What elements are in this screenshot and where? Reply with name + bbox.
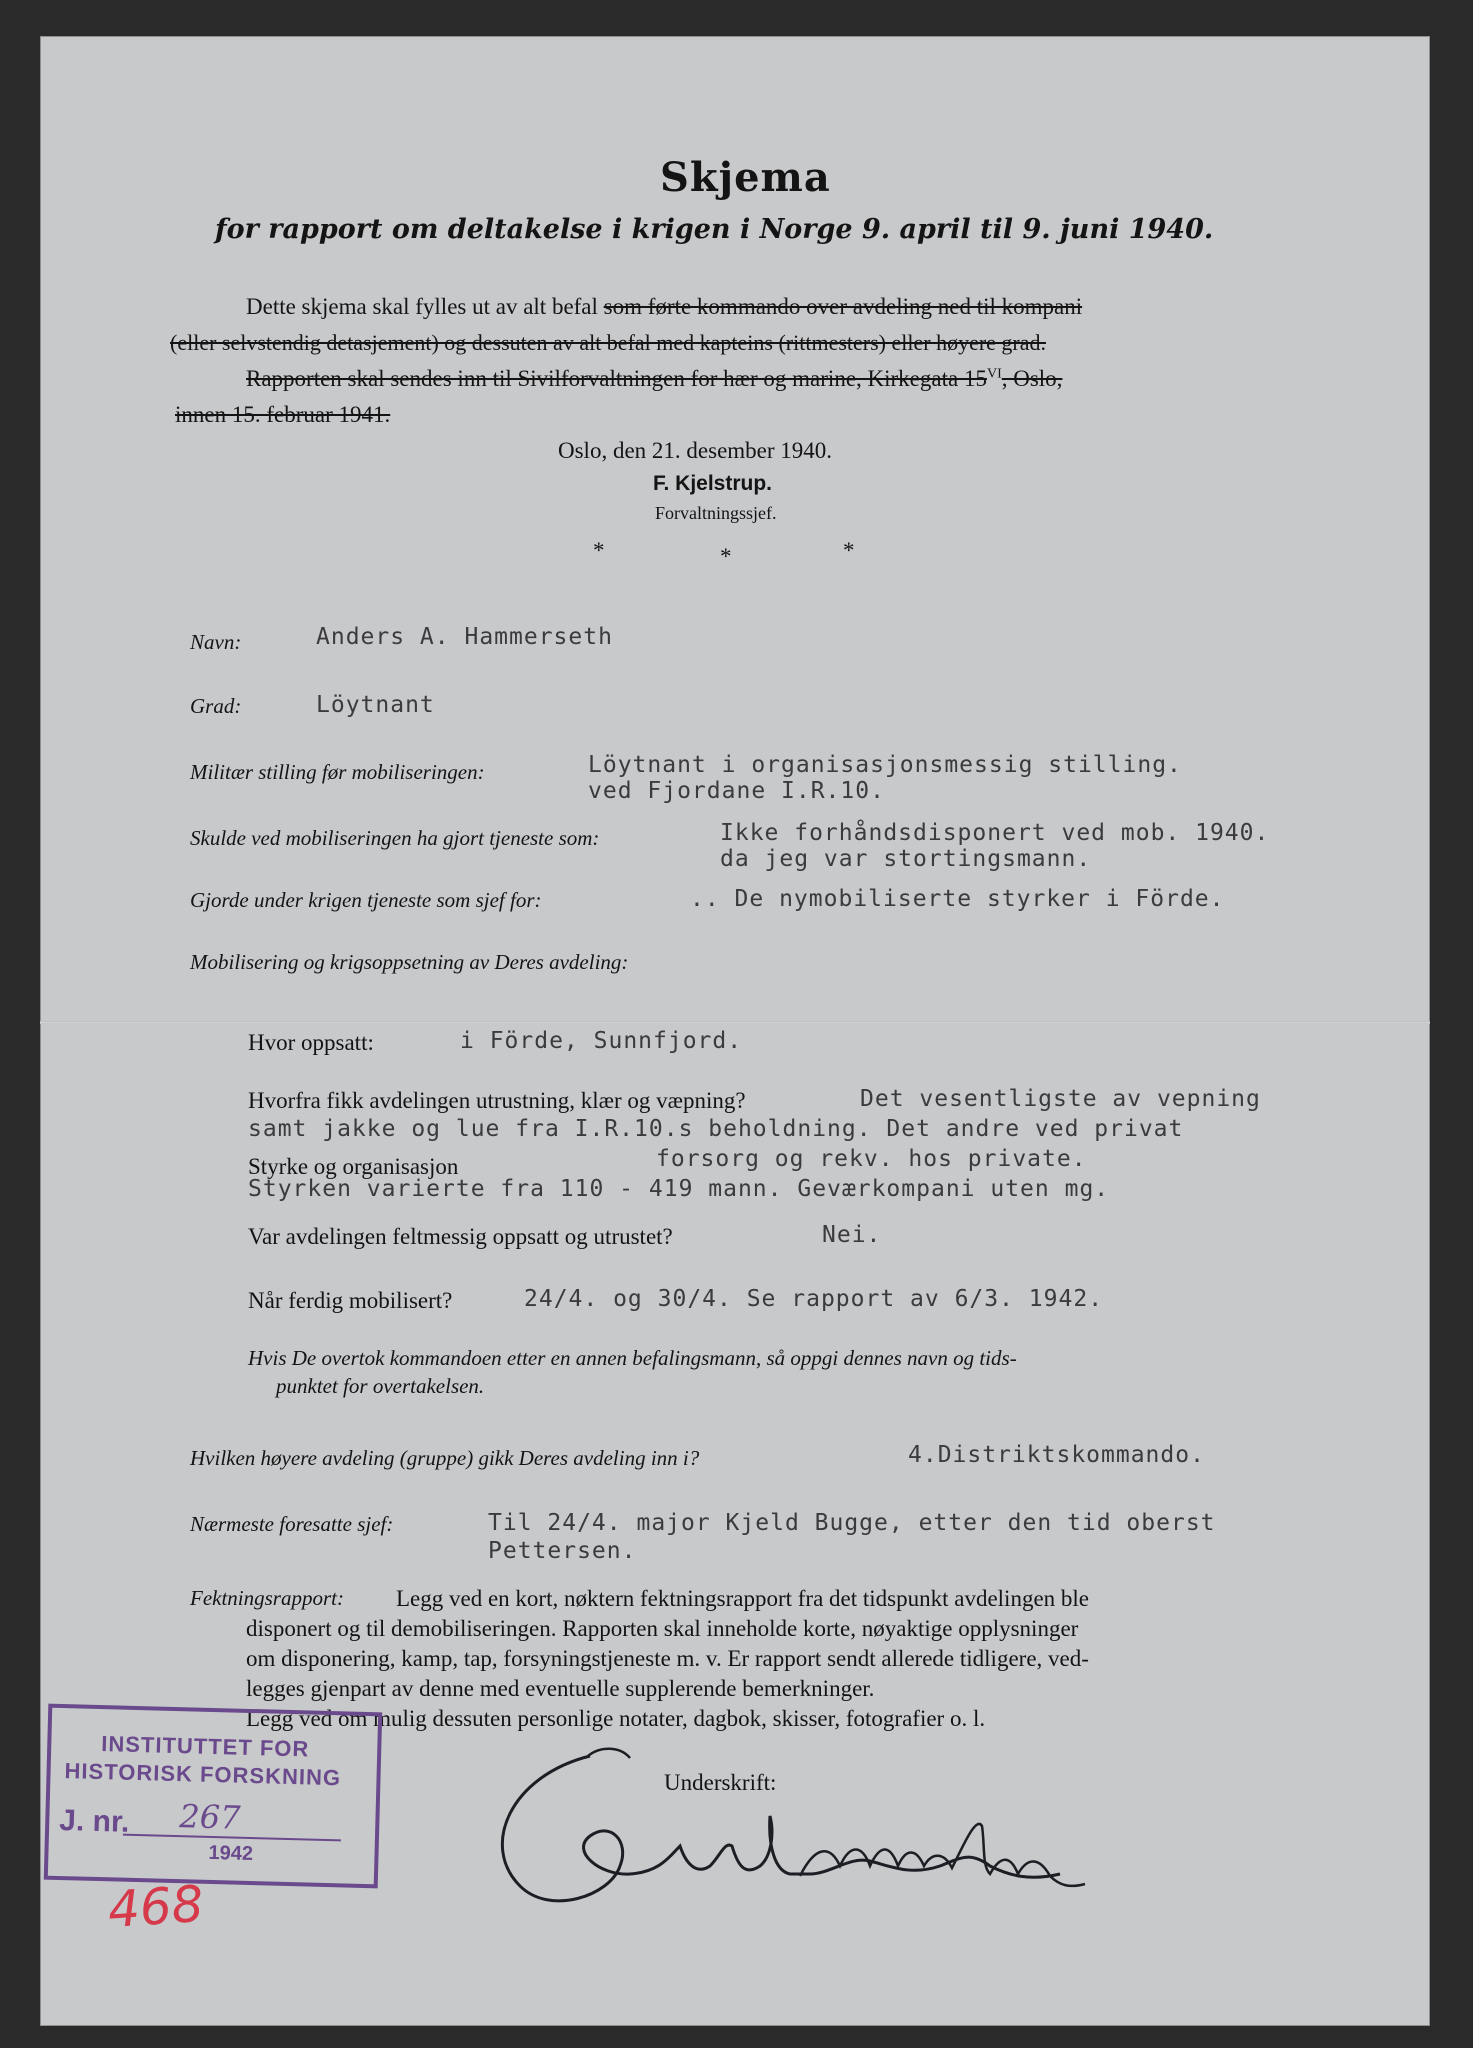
intro-line-3 xyxy=(246,366,1062,392)
place-date: Oslo, den 21. desember 1940. xyxy=(558,438,833,463)
navn-label: Navn: xyxy=(190,630,242,654)
intro-line-2: (eller selvstendig detasjement) og dessuten av alt befal med kapteins (rittmesters) eller høyere grad. xyxy=(170,330,1047,355)
hvilken-label: Hvilken høyere avdeling (gruppe) gikk Deres avdeling inn i? xyxy=(190,1446,700,1470)
form-subtitle: for rapport om deltakelse i krigen i Norge 9. april til 9. juni 1940. xyxy=(215,214,1214,245)
fekt-label: Fektningsrapport: xyxy=(190,1586,344,1610)
signer-name: F. Kjelstrup. xyxy=(653,472,773,495)
intro-line-1-struck: som førte kommando over avdeling ned til kompani xyxy=(603,294,1083,319)
gjorde-label: Gjorde under krigen tjeneste som sjef for: xyxy=(190,888,542,912)
naermeste-label: Nærmeste foresatte sjef: xyxy=(190,1512,394,1536)
star-1: * xyxy=(593,538,605,563)
naar-value: 24/4. og 30/4. Se rapport av 6/3. 1942. xyxy=(524,1286,1104,1312)
stamp-line-1: INSTITUTTET FOR xyxy=(101,1731,310,1762)
var-label: Var avdelingen feltmessig oppsatt og utrustet? xyxy=(248,1224,673,1249)
stamp-jnr-value: 267 xyxy=(178,1797,242,1837)
stilling-label: Militær stilling før mobiliseringen: xyxy=(190,760,485,784)
stamp-jnr-label: J. nr. xyxy=(58,1803,130,1839)
fekt-line-5: Legg ved om mulig dessuten personlige notater, dagbok, skisser, fotografier o. l. xyxy=(246,1706,986,1731)
naermeste-value-1: Til 24/4. major Kjeld Bugge, etter den tid oberst xyxy=(488,1510,1216,1536)
hvis-line-2: punktet for overtakelsen. xyxy=(276,1374,485,1398)
naermeste-value-2: Pettersen. xyxy=(488,1538,637,1564)
stilling-value-2: ved Fjordane I.R.10. xyxy=(588,778,885,804)
intro-line-3-struck: Rapporten skal sendes inn til Sivilforvaltningen for hær og marine, Kirkegata 15 xyxy=(246,366,987,391)
star-3: * xyxy=(843,538,855,563)
intro-line-3-tail: , Oslo, xyxy=(1001,366,1063,391)
styrke-label: Styrke og organisasjon xyxy=(248,1154,459,1179)
intro-line-1-plain: Dette skjema skal fylles ut av alt befal xyxy=(246,294,598,319)
skulde-label: Skulde ved mobiliseringen ha gjort tjeneste som: xyxy=(190,826,600,850)
star-2: * xyxy=(720,544,732,569)
stilling-value-1: Löytnant i organisasjonsmessig stilling. xyxy=(588,752,1182,778)
fold-crease xyxy=(40,1021,1430,1024)
institute-stamp xyxy=(44,1704,382,1889)
intro-line-3-sup: VI xyxy=(986,366,1002,382)
stamp-line-2: HISTORISK FORSKNING xyxy=(64,1758,342,1791)
handwritten-signature xyxy=(470,1726,1110,1926)
grad-value: Löytnant xyxy=(316,692,435,718)
var-value: Nei. xyxy=(822,1222,882,1248)
grad-label: Grad: xyxy=(190,694,242,718)
naar-label: Når ferdig mobilisert? xyxy=(248,1288,453,1313)
hvor-label: Hvor oppsatt: xyxy=(248,1030,374,1055)
mobilisering-label: Mobilisering og krigsoppsetning av Deres avdeling: xyxy=(190,950,629,974)
skulde-value-2: da jeg var stortingsmann. xyxy=(720,846,1092,872)
hvorfra-value-1: Det vesentligste av vepning xyxy=(860,1086,1261,1112)
hvor-value: i Förde, Sunnfjord. xyxy=(460,1028,743,1054)
hvorfra-value-3: forsorg og rekv. hos private. xyxy=(656,1146,1087,1172)
signer-title: Forvaltningssjef. xyxy=(655,503,777,523)
hvorfra-label: Hvorfra fikk avdelingen utrustning, klær og væpning? xyxy=(248,1088,746,1113)
form-title: Skjema xyxy=(660,154,831,201)
hvorfra-value-2: samt jakke og lue fra I.R.10.s beholdning. Det andre ved privat xyxy=(248,1116,1184,1142)
styrke-value: Styrken varierte fra 110 - 419 mann. Geværkompani uten mg. xyxy=(248,1176,1110,1202)
hvis-line-1: Hvis De overtok kommandoen etter en annen befalingsmann, så oppgi dennes navn og tids- xyxy=(248,1346,1017,1370)
navn-value: Anders A. Hammerseth xyxy=(316,624,613,650)
fekt-line-2: disponert og til demobiliseringen. Rapporten skal inneholde korte, nøyaktige opplysninger xyxy=(246,1616,1079,1641)
underskrift-label: Underskrift: xyxy=(664,1770,777,1795)
intro-line-4: innen 15. februar 1941. xyxy=(175,402,391,427)
fekt-line-4: legges gjenpart av denne med eventuelle supplerende bemerkninger. xyxy=(246,1676,875,1701)
fekt-line-3: om disponering, kamp, tap, forsyningstjeneste m. v. Er rapport sendt allerede tidligere, ved- xyxy=(246,1646,1089,1671)
stamp-year: 1942 xyxy=(208,1841,254,1866)
skulde-value-1: Ikke forhåndsdisponert ved mob. 1940. xyxy=(720,820,1270,846)
intro-line-1 xyxy=(246,294,1082,320)
gjorde-value: .. De nymobiliserte styrker i Förde. xyxy=(690,886,1225,912)
hvilken-value: 4.Distriktskommando. xyxy=(908,1442,1205,1468)
fekt-line-1: Legg ved en kort, nøktern fektningsrapport fra det tidspunkt avdelingen ble xyxy=(396,1586,1089,1611)
page-number: 468 xyxy=(106,1874,206,1940)
